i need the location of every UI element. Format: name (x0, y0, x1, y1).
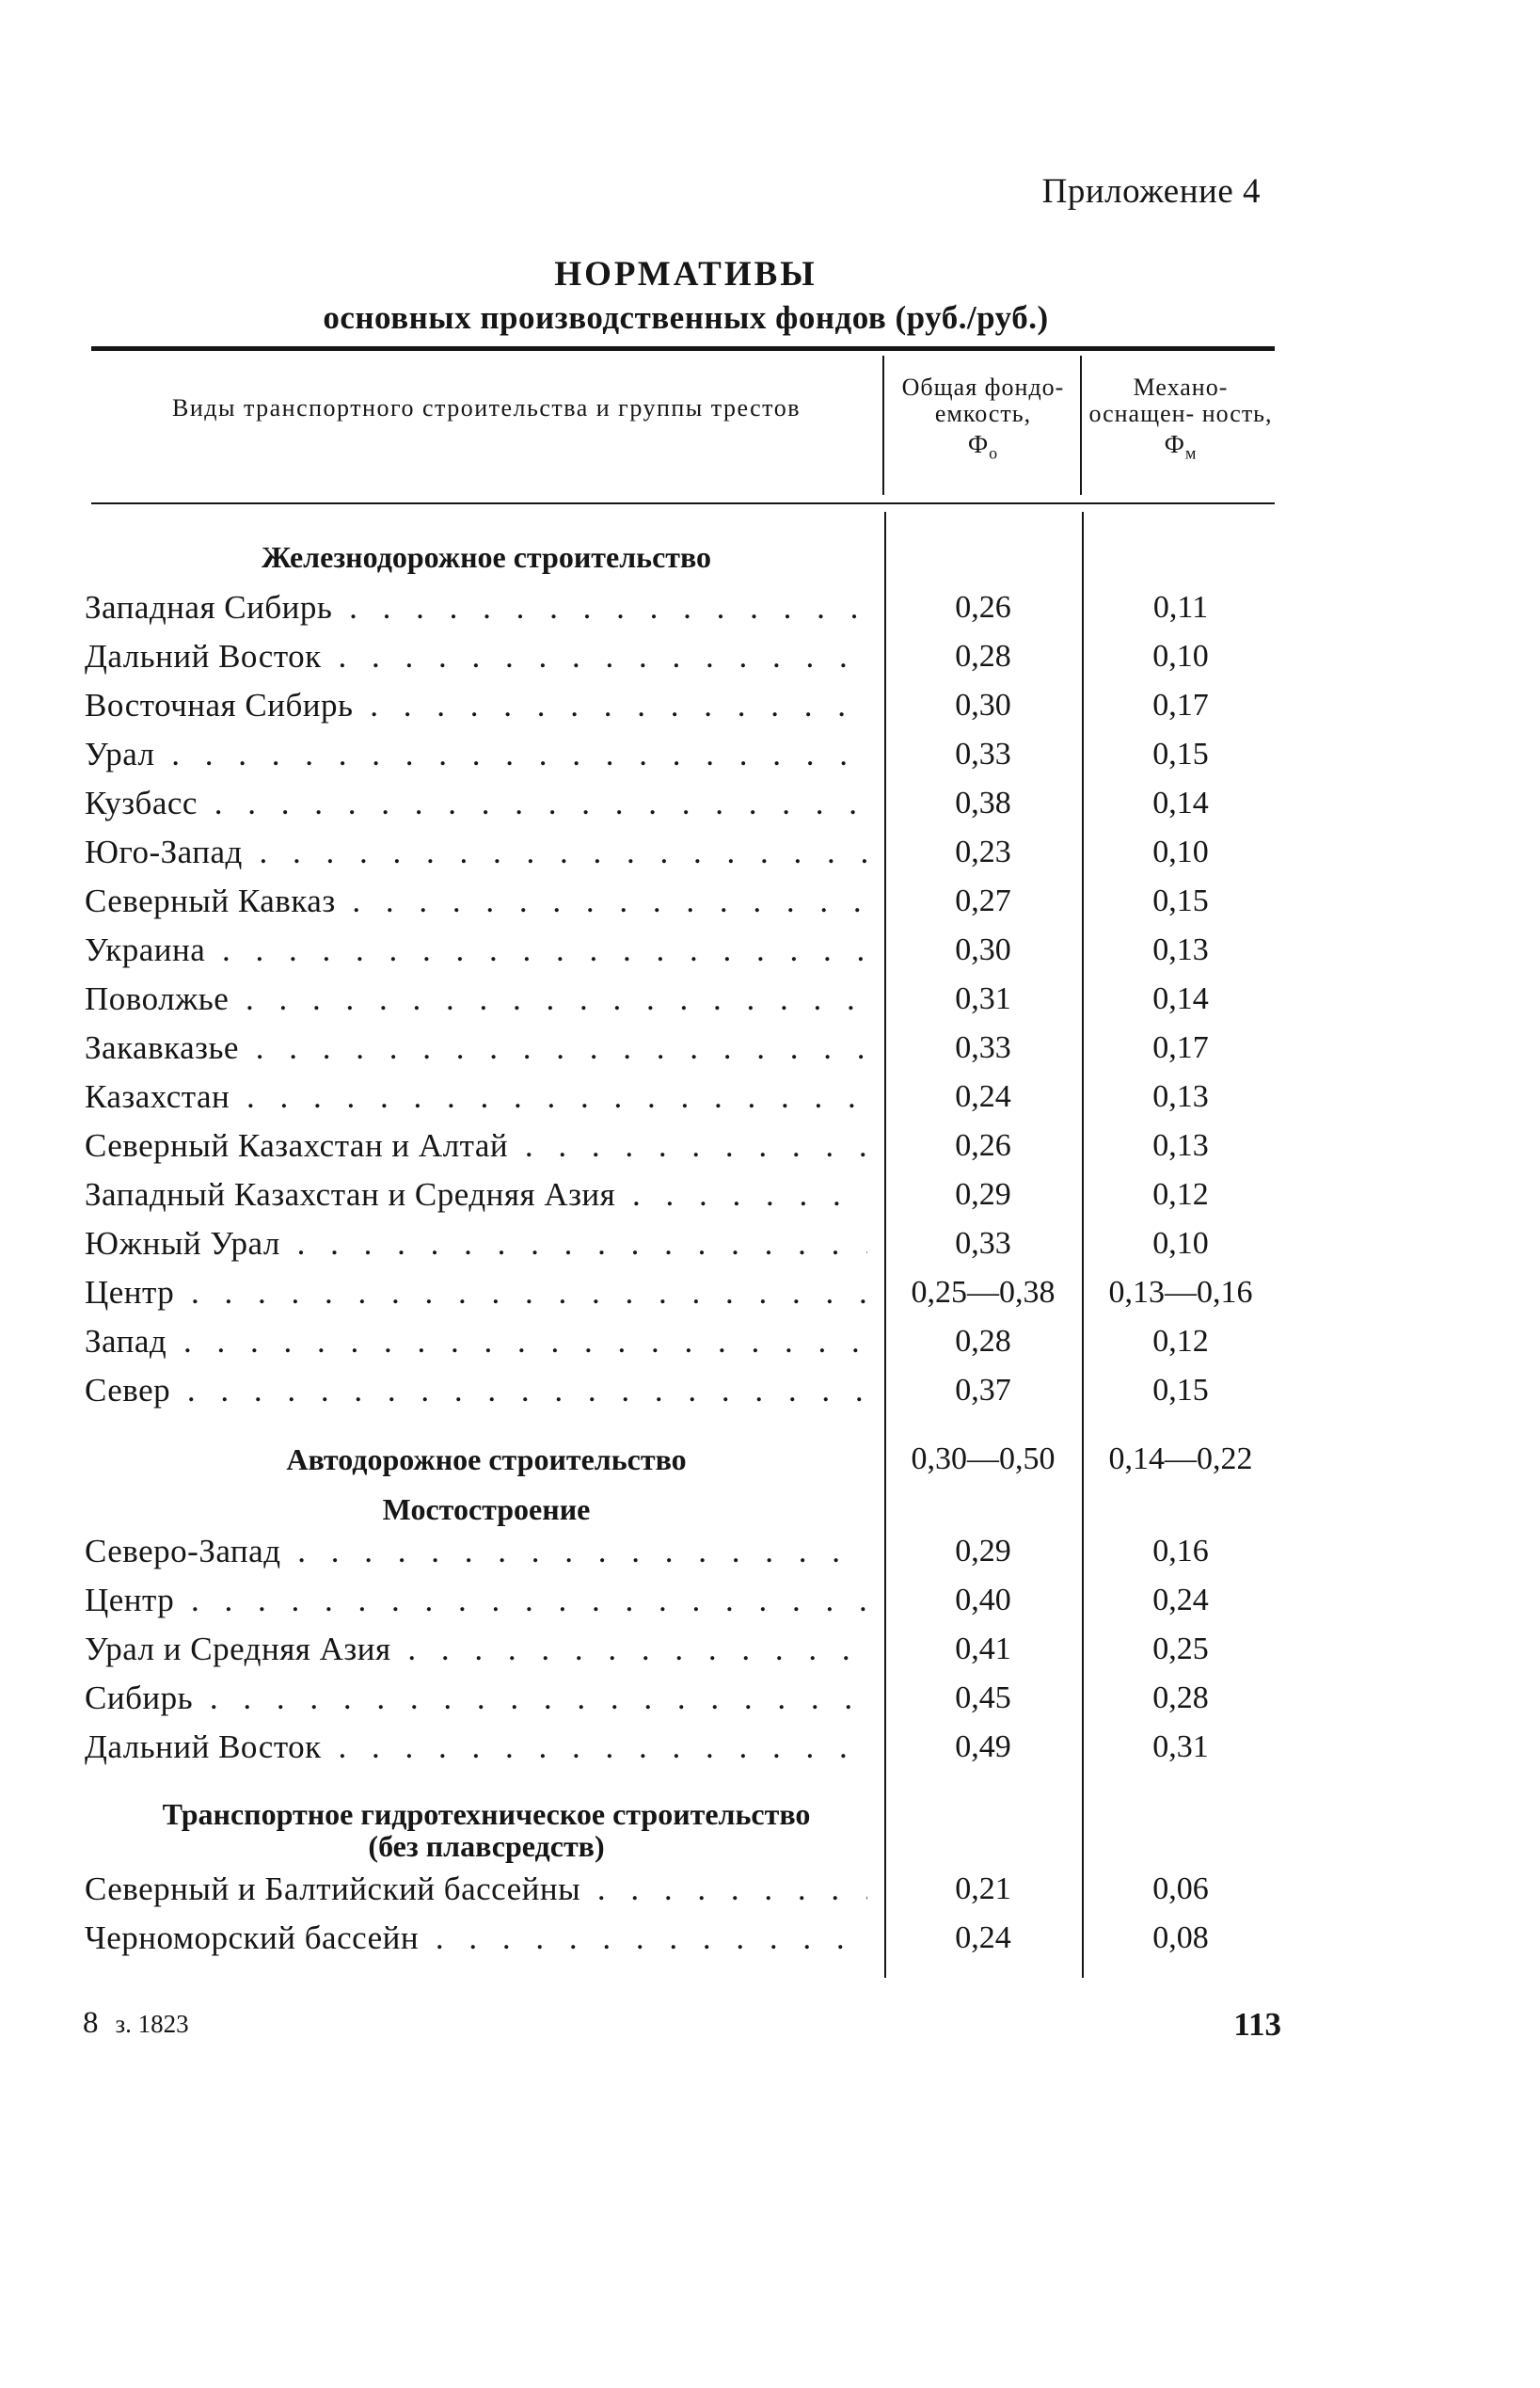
table-row (0, 1868, 1540, 1911)
table-row (0, 1271, 1540, 1314)
row-value-a: 0,25—0,38 (911, 1275, 1056, 1310)
table-row (0, 733, 1540, 776)
row-value-a: 0,31 (955, 981, 1011, 1016)
row-value-a: 0,33 (955, 1030, 1011, 1065)
row-value-a: 0,26 (955, 1128, 1011, 1163)
header-col-a-symbol: $Ф_о$ (967, 430, 999, 463)
section-title-hydro: Транспортное гидротехническое строительство (162, 1797, 811, 1831)
row-value-a: 0,41 (955, 1632, 1011, 1666)
header-col-b-label: Механо- оснащен- ность, (1088, 374, 1273, 427)
footer-order-code: з. 1823 (115, 2010, 189, 2038)
row-value-a: 0,30 (955, 932, 1011, 967)
section-road-value-a: 0,30—0,50 (911, 1441, 1056, 1476)
row-value-a: 0,28 (955, 1324, 1011, 1359)
row-value-b: 0,17 (1152, 688, 1209, 723)
table-row (0, 1173, 1540, 1217)
row-value-b: 0,15 (1152, 884, 1209, 918)
table-row (0, 635, 1540, 678)
row-name: Запад . . . (85, 1320, 867, 1363)
row-name: Север . . . (85, 1369, 867, 1412)
row-name: Кузбасс . . . (85, 782, 867, 825)
row-value-b: 0,13 (1152, 932, 1209, 967)
row-value-b: 0,14 (1152, 786, 1209, 820)
row-name: Поволжье . . . (85, 978, 867, 1021)
table-row (0, 1917, 1540, 1960)
row-name: Западная Сибирь . . . (85, 586, 867, 629)
row-value-b: 0,15 (1152, 1373, 1209, 1408)
header-divider-1 (882, 356, 884, 495)
table-top-rule (91, 346, 1275, 351)
row-name: Украина . . . (85, 929, 867, 972)
row-value-a: 0,37 (955, 1373, 1011, 1408)
row-value-b: 0,10 (1152, 639, 1209, 674)
row-value-b: 0,10 (1152, 835, 1209, 869)
row-name: Северный Кавказ . . . (85, 880, 867, 923)
table-row (0, 1530, 1540, 1573)
footer-sheet-number: 8 (83, 2006, 99, 2040)
section-title-hydro-note: (без плавсредств) (368, 1829, 605, 1863)
row-value-a: 0,24 (955, 1079, 1011, 1114)
header-col-b-symbol: $Ф_м$ (1164, 430, 1198, 463)
table-row (0, 831, 1540, 874)
section-title-bridges: Мостостроение (382, 1492, 591, 1526)
table-row (0, 1726, 1540, 1769)
page-subtitle: основных производственных фондов (руб./руб.) (323, 299, 1049, 336)
row-name: Западный Казахстан и Средняя Азия . . . (85, 1173, 867, 1217)
row-value-a: 0,33 (955, 737, 1011, 772)
header-divider-2 (1080, 356, 1082, 495)
row-value-a: 0,26 (955, 590, 1011, 625)
table-row (0, 782, 1540, 825)
row-value-b: 0,12 (1152, 1177, 1209, 1212)
row-value-a: 0,38 (955, 786, 1011, 820)
header-col-name: Виды транспортного строительства и группы трестов (172, 394, 801, 422)
row-name: Северный Казахстан и Алтай . . . (85, 1124, 867, 1168)
appendix-label: Приложение 4 (1041, 172, 1261, 211)
table-row (0, 978, 1540, 1021)
row-value-a: 0,30 (955, 688, 1011, 723)
table-row (0, 1124, 1540, 1168)
table-row (0, 1628, 1540, 1671)
table-row (0, 1369, 1540, 1412)
section-title-railway: Железнодорожное строительство (261, 540, 712, 574)
row-value-b: 0,25 (1152, 1632, 1209, 1666)
table-row (0, 1027, 1540, 1070)
row-value-a: 0,21 (955, 1871, 1011, 1906)
row-name: Черноморский бассейн . . . (85, 1917, 867, 1960)
row-value-b: 0,13—0,16 (1108, 1275, 1253, 1310)
row-value-a: 0,29 (955, 1534, 1011, 1568)
row-value-b: 0,17 (1152, 1030, 1209, 1065)
row-name: Дальний Восток . . . (85, 635, 867, 678)
row-value-b: 0,11 (1152, 590, 1209, 625)
table-row (0, 880, 1540, 923)
row-name: Урал . . . (85, 733, 867, 776)
row-value-a: 0,49 (955, 1729, 1011, 1764)
row-name: Южный Урал . . . (85, 1222, 867, 1266)
table-row (0, 929, 1540, 972)
row-value-b: 0,10 (1152, 1226, 1209, 1261)
row-value-b: 0,13 (1152, 1128, 1209, 1163)
footer-signature (83, 2006, 189, 2041)
row-name: Центр . . . (85, 1271, 867, 1314)
row-name: Дальний Восток . . . (85, 1726, 867, 1769)
header-col-a (889, 374, 1077, 466)
row-value-b: 0,24 (1152, 1583, 1209, 1617)
row-value-a: 0,23 (955, 835, 1011, 869)
row-name: Сибирь . . . (85, 1677, 867, 1720)
page-number: 113 (1233, 2006, 1281, 2043)
table-row (0, 586, 1540, 629)
row-name: Северный и Балтийский бассейны . . . (85, 1868, 867, 1911)
row-name: Казахстан . . . (85, 1075, 867, 1119)
row-value-b: 0,15 (1152, 737, 1209, 772)
row-name: Юго-Запад . . . (85, 831, 867, 874)
row-name: Закавказье . . . (85, 1027, 867, 1070)
table-row (0, 684, 1540, 727)
row-value-b: 0,08 (1152, 1920, 1209, 1955)
row-value-a: 0,24 (955, 1920, 1011, 1955)
table-row (0, 1320, 1540, 1363)
row-value-b: 0,06 (1152, 1871, 1209, 1906)
table-row (0, 1579, 1540, 1622)
row-value-b: 0,12 (1152, 1324, 1209, 1359)
section-title-road: Автодорожное строительство (286, 1442, 687, 1476)
row-value-a: 0,45 (955, 1680, 1011, 1715)
header-bottom-rule (91, 502, 1275, 504)
row-value-a: 0,28 (955, 639, 1011, 674)
table-row (0, 1222, 1540, 1266)
row-value-a: 0,27 (955, 884, 1011, 918)
row-name: Урал и Средняя Азия . . . (85, 1628, 867, 1671)
row-value-b: 0,31 (1152, 1729, 1209, 1764)
row-value-b: 0,16 (1152, 1534, 1209, 1568)
row-value-a: 0,40 (955, 1583, 1011, 1617)
row-value-b: 0,14 (1152, 981, 1209, 1016)
table-row (0, 1677, 1540, 1720)
header-col-a-label: Общая фондо- емкость, (901, 374, 1065, 427)
row-name: Северо-Запад . . . (85, 1530, 867, 1573)
row-value-b: 0,13 (1152, 1079, 1209, 1114)
row-value-a: 0,33 (955, 1226, 1011, 1261)
header-col-b (1087, 374, 1275, 466)
page-title: НОРМАТИВЫ (554, 255, 818, 294)
table-row (0, 1075, 1540, 1119)
row-name: Восточная Сибирь . . . (85, 684, 867, 727)
row-value-b: 0,28 (1152, 1680, 1209, 1715)
section-road-value-b: 0,14—0,22 (1108, 1441, 1253, 1476)
row-value-a: 0,29 (955, 1177, 1011, 1212)
row-name: Центр . . . (85, 1579, 867, 1622)
